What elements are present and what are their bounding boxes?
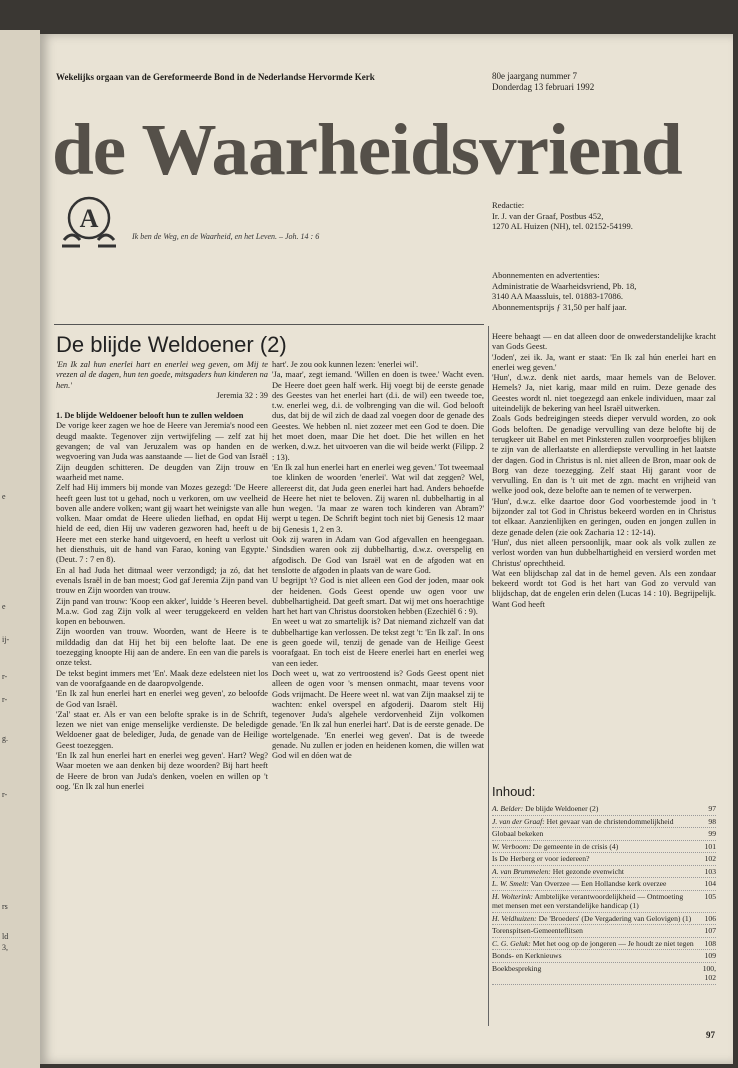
toc-page: 109: [704, 951, 716, 960]
toc-page: 102: [704, 854, 716, 863]
paragraph: 'Zal' staat er. Als er van een belofte sprake is in de Schrift, lezen we niet van enige menselijke verdienste. De beledigde Weldoener gaat de belediger, Juda, de genade van de Heilige Geest toezeggen.: [56, 709, 268, 750]
toc-entry-title: Is De Herberg er voor iedereen?: [492, 854, 590, 863]
toc-page: 105: [704, 891, 716, 901]
margin-fragment: e: [2, 492, 6, 501]
toc-page: 97: [708, 804, 716, 813]
paragraph: De vorige keer zagen we hoe de Heere van Jeremia's nood een deugd maakte. Tegenover zijn vertwijfeling — zelf zat hij gevangen; de val van Jeruzalem was op handen en de wegvoering van Juda was aanstaande — liet de God van Israël Zijn deugden schitteren. De deugden van Zijn trouw en waarheid met name.: [56, 421, 268, 482]
paragraph: 'En Ik zal hun enerlei hart en enerlei weg geven'. Hart? Weg? Waar moeten we aan denken bij deze woorden? Bij hart heeft de Heere de bron van Juda's denken, voelen en willen op 't oog. 'En Ik zal hun enerlei: [56, 750, 268, 791]
paragraph: U begrijpt 't? God is niet alleen een God der joden, maar ook der heidenen. Gods Geest opende uw ogen voor uw dubbelhartigheid. Dat geeft smart. Dat wij met ons hoerachtige hart het hart van Christus doorstoken hebben (Ezechiël 6 : 9).: [272, 576, 484, 617]
toc-page: 99: [708, 829, 716, 838]
jaargang: 80e jaargang nummer 7: [492, 71, 578, 81]
toc-entry: [492, 817, 694, 827]
abonnement-line: Abonnementen en advertenties:: [492, 270, 600, 280]
article-column-3: [492, 332, 716, 610]
margin-fragment: rs: [2, 902, 8, 911]
toc-entry: [492, 914, 694, 924]
motto: Ik ben de Weg, en de Waarheid, en het Leven. – Joh. 14 : 6: [132, 232, 320, 241]
toc-row: [492, 841, 716, 854]
paragraph: 'Ja, maar', zegt iemand. 'Willen en doen is twee.' Wacht even. De Heere doet geen half werk. Hij voegt bij de eerste genade des Geestes van het enerlei hart (d.i. de wil) een tweede toe, t.w. enerlei weg, d.i. de volbrenging van die wil. God belooft dus, dat bij de wil zich de daad zal voegen door de genade des Geestes. We hebben nl. niet zozeer met een God te doen. Die het moet doen, maar Die het doet. Die het willen en het werken, d.w.z. het uitvoeren van die wil beide werkt (Filipp. 2 : 13).: [272, 370, 484, 462]
toc-entry-title: Boekbespreking: [492, 963, 542, 973]
toc-entry: [492, 926, 694, 936]
organ-line: Wekelijks orgaan van de Gereformeerde Bond in de Nederlandse Hervormde Kerk: [56, 72, 375, 82]
toc-entry-title: Van Overzee — Een Hollandse kerk overzee: [530, 879, 667, 888]
toc-row: [492, 878, 716, 891]
paragraph: Doch weet u, wat zo vertroostend is? Gods Geest opent niet alleen de ogen voor 's mensen onmacht, maar tevens voor Gods vrijmacht. De Heere weet nl. wat van Zijn maaksel zij te wachten: enkel overspel en afgoderij. Daarom stelt Hij tegenover Juda's algehele verdorvenheid Zijn volkomen genade. 'En Ik zal hun enerlei hart'. Dat is de eerste genade. De wortelgenade. 'En enerlei weg geven'. Dat is de tweede genade. Nu zullen er joden en heidenen komen, die willen wat God wil en dóen wat de: [272, 668, 484, 761]
toc-row: [492, 803, 716, 816]
toc-page: 104: [704, 879, 716, 888]
table-of-contents: [492, 784, 716, 985]
article-quote-reference: Jeremia 32 : 39: [216, 390, 268, 400]
toc-entry: [492, 854, 694, 864]
issue-date: Donderdag 13 februari 1992: [492, 82, 595, 92]
toc-page: 107: [704, 926, 716, 935]
toc-entry: [492, 842, 694, 852]
margin-fragment: e: [2, 602, 6, 611]
margin-fragment: 3,: [2, 943, 8, 952]
toc-entry: [492, 829, 694, 839]
toc-list: [492, 803, 716, 985]
paragraph: En weet u wat zo smartelijk is? Dat niemand zichzelf van dat dubbelhartige kan verlossen. De tekst zegt 't: 'En Ik zal'. In ons is geen goede wil, tenzij de genade van de Heilige Geest voorafgaat. En toch eist de Heere enerlei hart en enerlei weg van een ieder.: [272, 617, 484, 668]
issue-info: [492, 71, 594, 93]
toc-row: [492, 866, 716, 879]
toc-entry-title: Het gezonde evenwicht: [552, 866, 625, 876]
article-title: De blijde Weldoener (2): [56, 332, 287, 357]
paragraph: 'En Ik zal hun enerlei hart en enerlei weg geven', zo beloofde de God van Israël.: [56, 689, 268, 709]
redactie-line: 1270 AL Huizen (NH), tel. 02152-54199.: [492, 221, 633, 231]
paragraph: 'Joden', zei ik. Ja, want er staat: 'En Ik zal hún enerlei hart en enerlei weg geven.': [492, 352, 716, 372]
toc-entry-title: Bonds- en Kerknieuws: [492, 951, 562, 960]
redactie-line: Ir. J. van der Graaf, Postbus 452,: [492, 210, 604, 221]
svg-text:A: A: [79, 204, 99, 233]
toc-author: A. van Brummelen:: [492, 866, 551, 876]
toc-row: [492, 891, 716, 913]
toc-entry-title: Torenspitsen-Gemeenteflitsen: [492, 926, 583, 935]
toc-page: 108: [704, 938, 716, 948]
paragraph: Zijn pand van trouw: 'Koop een akker', luidde 's Heeren bevel. M.a.w. God zag Zijn volk al weer teruggekeerd en velden kopen en bebouwen.: [56, 596, 268, 627]
page-number: 97: [706, 1030, 715, 1040]
margin-fragment: r-: [2, 790, 8, 799]
toc-author: J. van der Graaf:: [492, 816, 545, 826]
margin-fragment: r-: [2, 672, 8, 681]
scan-background-top: [0, 0, 738, 34]
toc-page: 101: [704, 841, 716, 851]
abonnement-line: Administratie de Waarheidsvriend, Pb. 18,: [492, 280, 637, 291]
paragraph: 'Hun', d.w.z. elke daartoe door God voorbestemde jood in 't bijzonder zal tot God in Christus bekeerd worden en in Christus tot elkaar. Aanzienlijken en geringen, ouden en jongen zullen in deze genade delen (zie ook Zacharia 12 : 12-14).: [492, 496, 716, 537]
toc-entry-title: Met het oog op de jongeren — Je houdt ze niet tegen: [532, 938, 694, 948]
abonnement-line: 3140 AA Maassluis, tel. 01883-17086.: [492, 291, 624, 301]
redactie-block: [492, 200, 732, 232]
paragraph: Zijn woorden van trouw. Woorden, want de Heere is te milddadig dan dat Hij het bij een belofte laat. De ene toezegging knoopte Hij aan de andere. En een van die parels is onze tekst.: [56, 627, 268, 668]
toc-row: [492, 828, 716, 841]
toc-entry: [492, 939, 694, 949]
paragraph: 'Hun', dus niet alleen persoonlijk, maar ook als volk zullen ze verlost worden van hun dubbelhartigheid en versierd worden met Christus' oprechtheid.: [492, 537, 716, 568]
toc-entry-title: Ambtelijke verantwoordelijkheid — Ontmoeting met mensen met een verstandelijke handicap (1): [492, 891, 684, 910]
alpha-omega-logo-icon: [58, 194, 120, 252]
toc-page: 103: [704, 866, 716, 876]
toc-entry-title: De blijde Weldoener (2): [525, 804, 599, 813]
toc-author: W. Verboom:: [492, 841, 531, 851]
toc-author: H. Veldhuizen:: [492, 913, 537, 923]
toc-row: [492, 950, 716, 963]
article-column-2: [272, 360, 484, 762]
paragraph: Zelf had Hij immers bij monde van Mozes gezegd: 'De Heere heeft geen lust tot u gehad, noch u verkoren, om uw veelheid boven alle andere volken; want gij waart het weinigste van alle volken. Maar omdat de Heere ulieden liefhad, en opdat Hij hield de eed, dien Hij uw vaderen gezworen had, heeft u de Heere met een sterke hand uitgevoerd, en heeft u verlost uit het diensthuis, uit de hand van Farao, koning van Egypte.' (Deut. 7 : 7 en 8).: [56, 483, 268, 565]
article-column-1: [56, 360, 268, 792]
toc-entry-title: Het gevaar van de christendommelijkheid: [546, 816, 674, 826]
paragraph: 'En Ik zal hun enerlei hart en enerlei weg geven.' Tot tweemaal toe klinken de woorden 'enerlei'. Wat wil dat zeggen? Wel, allereerst dit, dat Juda geen enerlei hart had. Anders behoefde de Heere het niet te beloven. Zij waren nl. dubbelhartig in al hun wegen. 'Ja maar ze waren toch kinderen van Abram?' werpt u tegen. De Schrift begint toch niet bij Genesis 12 maar bij Genesis 1, 2 en 3.: [272, 462, 484, 534]
margin-fragment: ld: [2, 932, 9, 941]
toc-row: [492, 816, 716, 829]
abonnement-line: Abonnementsprijs ƒ 31,50 per half jaar.: [492, 301, 627, 312]
toc-page: 98: [708, 816, 716, 826]
toc-entry: [492, 892, 694, 911]
paragraph: De tekst begint immers met 'En'. Maak deze edelsteen niet los van de voorafgaande en de daaropvolgende.: [56, 668, 268, 688]
paragraph: Zoals Gods bedreigingen steeds dieper vervuld worden, zo ook Gods beloften. De genadige vervulling van deze belofte bij de terugkeer uit Babel en met Pinksteren zullen voorproefjes blijken te zijn van de allerlaatste en allerdiepste vervulling in het laatste der dagen. God in Christus is nl. niet alleen de Bron, maar ook de Borg van deze toezegging. Zelf staat Hij garant voor de vervulling. En dan is 't uit met de zgn. macht en vrijheid van welke jood ook, deze belofte aan te nemen of te verwerpen.: [492, 414, 716, 496]
toc-author: H. Wolterink:: [492, 891, 534, 901]
margin-fragment: g.: [2, 734, 8, 743]
toc-row: [492, 853, 716, 866]
margin-fragment: ij-: [2, 635, 10, 644]
toc-entry-title: De 'Broeders' (De Vergadering van Gelovigen) (1): [538, 913, 692, 923]
paragraph: 'Hun', d.w.z. denk niet aards, maar hemels van de Belover. Hemels? Ja, niet karig, maar mild en ruim. Deze genade des Geestes wordt nl. niet toegezegd aan enkele individuen, maar zal uiteindelijk de bekering van heel Israël uitwerken.: [492, 373, 716, 414]
toc-author: A. Belder:: [492, 804, 524, 813]
section-heading: 1. De blijde Weldoener belooft hun te zullen weldoen: [56, 411, 244, 421]
toc-title: Inhoud:: [492, 784, 536, 799]
paragraph: Wat een blijdschap zal dat in de hemel geven. Als een zondaar bekeerd wordt tot God is het hart van God zo vervuld van blijdschap, dat de engelen erin delen (Lucas 14 : 10). Begrijpelijk. Want God heeft: [492, 568, 716, 609]
toc-entry: [492, 804, 694, 814]
toc-author: C. G. Geluk:: [492, 938, 531, 948]
toc-row: [492, 938, 716, 951]
toc-author: L. W. Smelt:: [492, 879, 529, 888]
toc-entry-title: Globaal bekeken: [492, 829, 544, 838]
toc-entry: [492, 951, 694, 961]
paragraph: En al had Juda het ditmaal weer verzondigd; ja zó, dat het evenals Israël in de ban moest; God gaf Jeremia Zijn pand van trouw en Zijn woorden van trouw.: [56, 565, 268, 596]
toc-page: 106: [704, 913, 716, 923]
toc-row: [492, 963, 716, 985]
redactie-line: Redactie:: [492, 200, 525, 210]
paragraph: Heere behaagt — en dat alleen door de onwederstandelijke kracht van Gods Geest.: [492, 332, 716, 352]
toc-entry-title: De gemeente in de crisis (4): [532, 841, 619, 851]
previous-page-edge: [0, 30, 40, 1068]
paragraph: hart'. Je zou ook kunnen lezen: 'enerlei wil'.: [272, 360, 419, 369]
toc-entry: [492, 879, 694, 889]
column-rule: [488, 326, 489, 1026]
margin-fragment: r-: [2, 695, 8, 704]
toc-row: [492, 925, 716, 938]
newspaper-page: [40, 34, 733, 1064]
toc-row: [492, 913, 716, 926]
toc-entry: [492, 867, 694, 877]
article-quote: 'En Ik zal hun enerlei hart en enerlei weg geven, om Mij te vrezen al de dagen, hun ten goede, mitsgaders hun kinderen na hen.': [56, 360, 268, 390]
paragraph: Ook zij waren in Adam van God afgevallen en heengegaan. Sindsdien waren ook zij dubbelhartig, d.w.z. overspelig en afgodisch. De God van Israël wat en de afgoden wat en tenslotte de afgoden in plaats van de ware God.: [272, 535, 484, 575]
toc-page: 100, 102: [702, 963, 716, 982]
toc-entry: [492, 964, 694, 983]
abonnement-block: [492, 270, 732, 312]
masthead-rule: [54, 324, 484, 325]
masthead-title: de Waarheidsvriend: [52, 109, 682, 190]
